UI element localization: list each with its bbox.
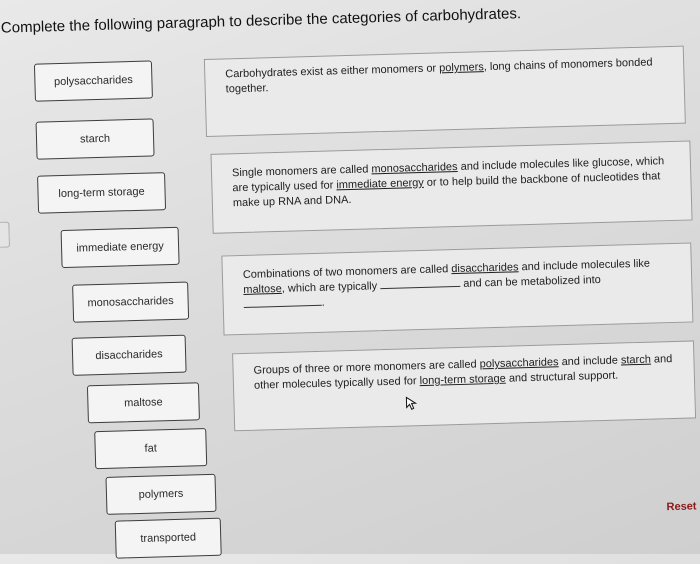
chip-starch[interactable]: starch xyxy=(36,118,155,159)
dropped-answer-starch[interactable]: starch xyxy=(620,353,652,367)
chip-long-term-storage[interactable]: long-term storage xyxy=(37,172,166,214)
dropped-answer-long-term-storage[interactable]: long-term storage xyxy=(419,372,506,388)
dropped-answer-polysaccharides[interactable]: polysaccharides xyxy=(479,356,559,371)
chip-maltose[interactable]: maltose xyxy=(87,382,200,423)
paragraph-card-polysaccharides xyxy=(232,340,696,431)
chip-polysaccharides[interactable]: polysaccharides xyxy=(34,60,153,101)
card-text: and include molecules like glucose, which are typically used for xyxy=(232,155,665,195)
dropped-answer-polymers[interactable]: polymers xyxy=(439,61,484,75)
reset-button[interactable]: Reset xyxy=(666,500,697,514)
card-text: Carbohydrates exist as either monomers or xyxy=(225,62,440,81)
card-text: . xyxy=(321,296,325,309)
card-text: and can be metabolized into xyxy=(463,274,601,290)
chip-monosaccharides[interactable]: monosaccharides xyxy=(72,282,189,323)
paragraph-card-monosaccharides xyxy=(211,140,693,233)
card-text: , which are typically xyxy=(281,280,378,295)
mouse-pointer-icon xyxy=(405,396,417,410)
card-text: Combinations of two monomers are called xyxy=(242,263,452,281)
card-text: Groups of three or more monomers are called xyxy=(253,358,480,377)
dropped-answer-disaccharides[interactable]: disaccharides xyxy=(451,261,519,276)
card-text: and other molecules typically used for xyxy=(253,353,673,392)
card-text: , long chains of monomers bonded together. xyxy=(225,56,653,96)
card-text: and include molecules like xyxy=(518,257,651,274)
paragraph-card-polymers xyxy=(204,46,686,137)
empty-drop-zone-1[interactable] xyxy=(380,277,460,289)
card-text: and structural support. xyxy=(505,369,619,385)
chip-fat[interactable]: fat xyxy=(94,428,207,469)
side-panel-toggle[interactable] xyxy=(0,221,10,247)
card-text: or to help build the backbone of nucleotides that make up RNA and DNA. xyxy=(232,170,661,210)
paragraph-card-disaccharides xyxy=(221,242,693,335)
chip-disaccharides[interactable]: disaccharides xyxy=(72,335,187,376)
chip-polymers[interactable]: polymers xyxy=(105,474,216,515)
card-text: and include xyxy=(558,354,622,369)
instructions-heading: Complete the following paragraph to describe the categories of carbohydrates. xyxy=(0,5,522,37)
dropped-answer-monosaccharides[interactable]: monosaccharides xyxy=(371,160,458,176)
chip-immediate-energy[interactable]: immediate energy xyxy=(61,227,180,268)
dropped-answer-maltose[interactable]: maltose xyxy=(243,282,283,296)
empty-drop-zone-2[interactable] xyxy=(244,296,322,308)
card-text: Single monomers are called xyxy=(231,163,372,180)
dropped-answer-immediate-energy[interactable]: immediate energy xyxy=(336,176,424,192)
chip-transported[interactable]: transported xyxy=(115,518,222,559)
